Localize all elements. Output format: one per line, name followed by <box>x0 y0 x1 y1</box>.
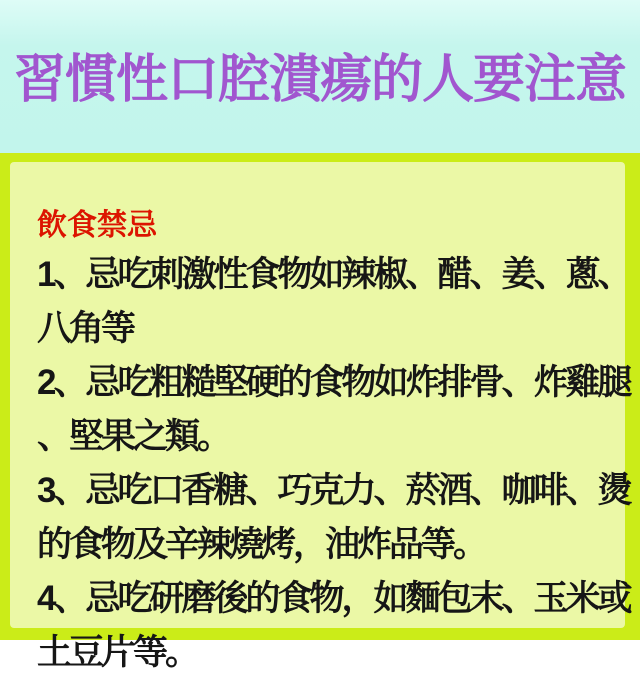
taboo-line-5: 3、忌吃口香糖、巧克力、菸酒、咖啡、燙 <box>37 471 630 510</box>
taboo-line-6: 的食物及辛辣燒烤，油炸品等。 <box>37 525 486 564</box>
taboo-line-8: 土豆片等。 <box>37 633 198 672</box>
taboo-line-3: 2、忌吃粗糙堅硬的食物如炸排骨、炸雞腿 <box>37 363 630 402</box>
taboo-line-1: 1、忌吃刺激性食物如辣椒、醋、姜、蔥、 <box>37 255 630 294</box>
taboo-line-7: 4、忌吃研磨後的食物，如麵包末、玉米或 <box>37 579 630 618</box>
poster-title: 習慣性口腔潰瘍的人要注意 <box>13 50 626 109</box>
content-panel <box>10 162 630 672</box>
section-heading: 飲食禁忌 <box>37 209 157 242</box>
taboo-line-4: 、堅果之類。 <box>37 417 230 456</box>
taboo-line-2: 八角等 <box>37 309 134 348</box>
poster-header <box>0 0 640 153</box>
